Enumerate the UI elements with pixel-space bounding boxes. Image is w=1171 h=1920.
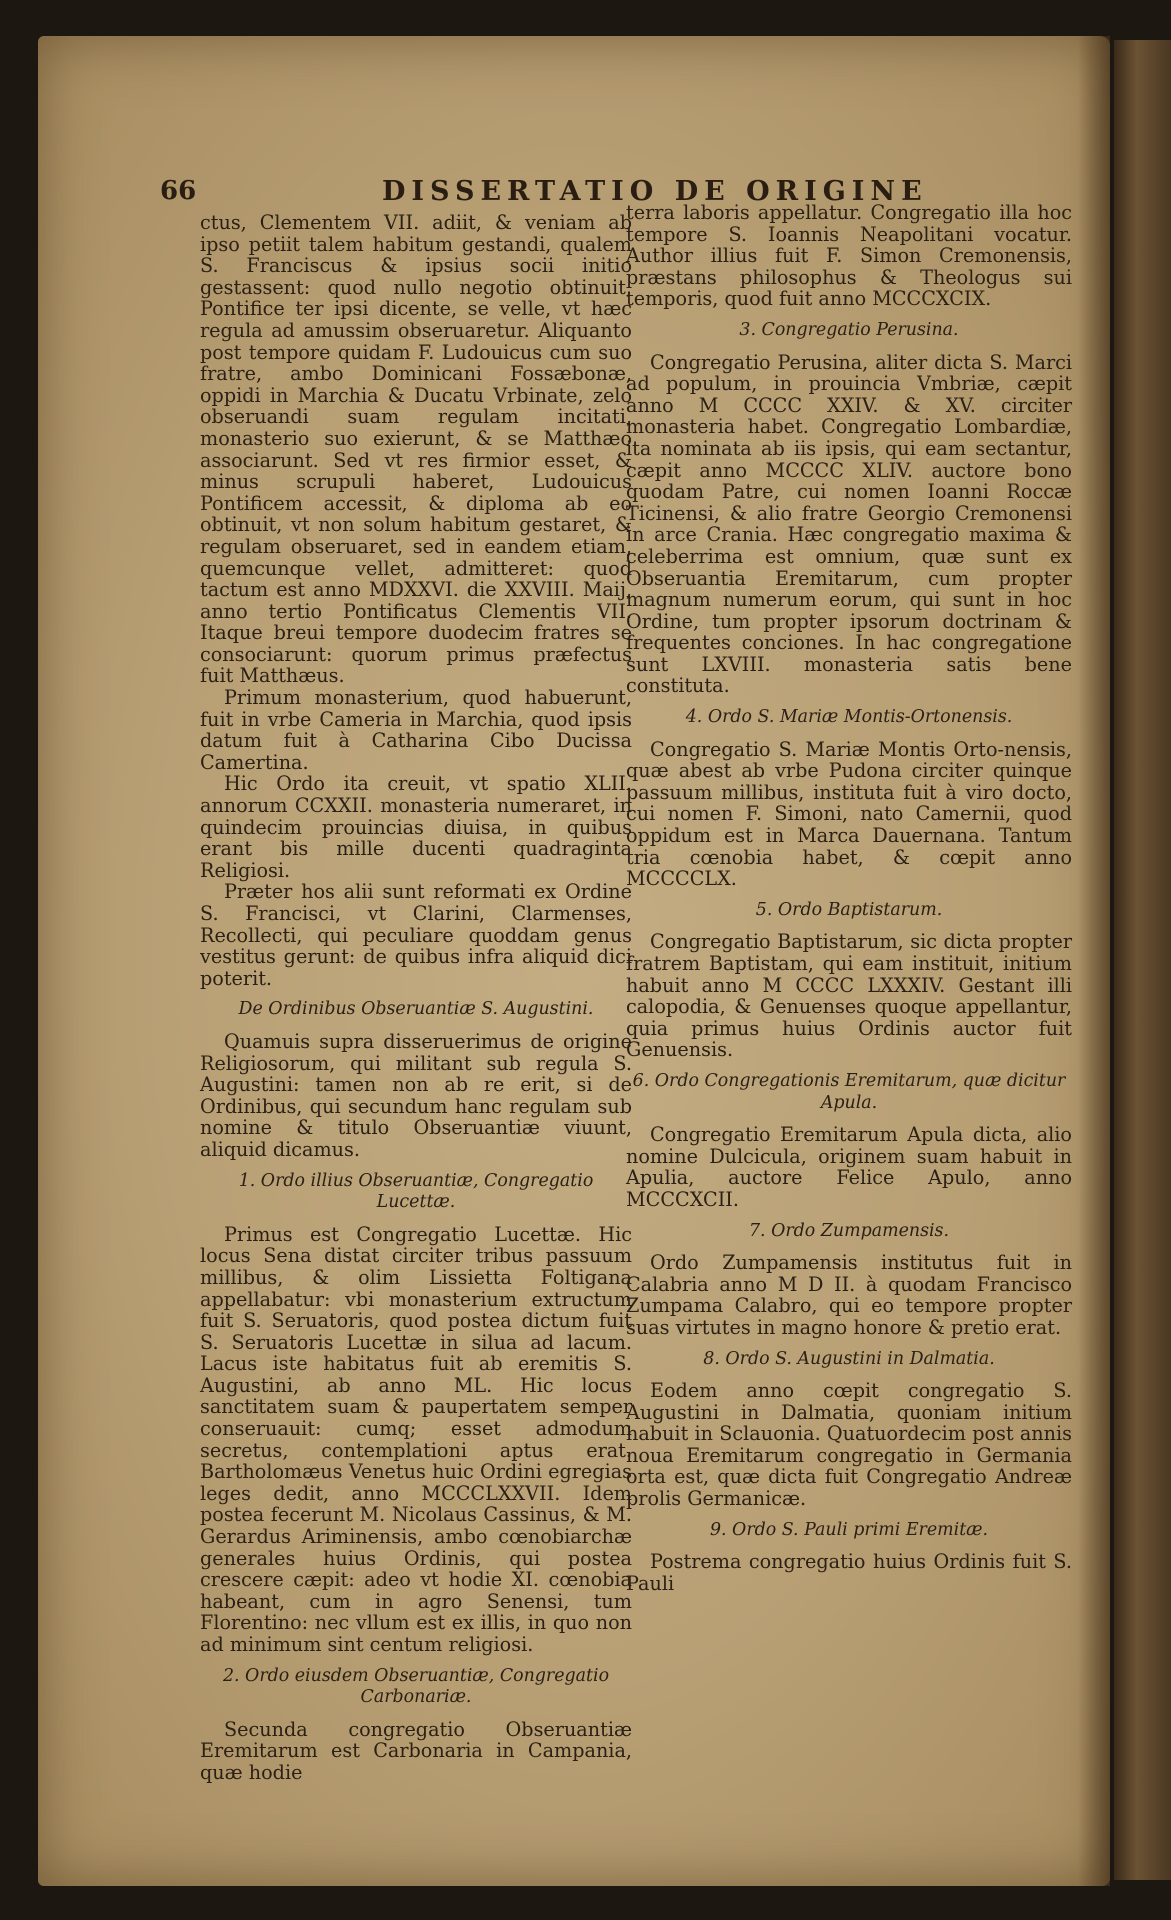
paragraph: terra laboris appellatur. Congregatio illa hoc tempore S. Ioannis Neapolitani vocatur. Author illius fuit F. Simon Cremonensis, præstans philosophus & Theologus sui temporis, quod fuit anno MCCCXCIX. xyxy=(626,201,1072,311)
paragraph: Postrema congregatio huius Ordinis fuit S. Pauli xyxy=(626,1550,1072,1595)
section-heading: 7. Ordo Zumpamensis. xyxy=(748,1220,950,1241)
section-heading: 9. Ordo S. Pauli primi Eremitæ. xyxy=(709,1519,989,1540)
paragraph: Congregatio S. Mariæ Montis Orto-nensis, quæ abest ab vrbe Pudona circiter quinque passuum millibus, instituta fuit à viro docto, cui nomen F. Simoni, nato Camernii, quod oppidum est in Marca Dauernana. Tantum tria cœnobia habet, & cœpit anno MCCCCLX. xyxy=(626,737,1072,891)
paragraph: Congregatio Baptistarum, sic dicta propter fratrem Baptistam, qui eam instituit, initium habuit anno M CCCC LXXXIV. Gestant illi calopodia, & Genuenses quoque appellantur, quia primus huius Ordinis auctor fuit Genuensis. xyxy=(626,930,1072,1062)
section-heading: 5. Ordo Baptistarum. xyxy=(755,899,943,920)
page-gutter xyxy=(1078,36,1110,1886)
page-number: 66 xyxy=(160,176,197,206)
paragraph: Hic Ordo ita creuit, vt spatio XLII. annorum CCXXII. monasteria numeraret, in quindecim prouincias diuisa, in quibus erant bis mille ducenti quadraginta Religiosi. xyxy=(200,772,632,882)
paragraph: Primum monasterium, quod habuerunt, fuit in vrbe Cameria in Marchia, quod ipsis datum fuit à Catharina Cibo Ducissa Camertina. xyxy=(200,686,632,774)
left-column xyxy=(200,212,632,1784)
section-heading: 8. Ordo S. Augustini in Dalmatia. xyxy=(703,1348,995,1369)
section-heading: 6. Ordo Congregationis Eremitarum, quæ dicitur Apula. xyxy=(632,1070,1066,1113)
paragraph: Primus est Congregatio Lucettæ. Hic locus Sena distat circiter tribus passuum millibus, & olim Lissietta Foltigana appellabatur: vbi monasterium extructum fuit S. Seruatoris, quod postea dictum fuit S. Seruatoris Lucettæ in silua ad lacum. Lacus iste habitatus fuit ab eremitis S. Augustini, ab anno ML. Hic locus sanctitatem suam & paupertatem semper conseruauit: cumq; esset admodum secretus, contemplationi aptus erat. Bartholomæus Venetus huic Ordini egregias leges dedit, anno MCCCLXXVII. Idem postea fecerunt M. Nicolaus Cassinus, & M. Gerardus Ariminensis, ambo cœnobiarchæ generales huius Ordinis, qui postea crescere cæpit: adeo vt hodie XI. cœnobia habeant, cum in agro Senensi, tum Florentino: nec vllum est ex illis, in quo non ad minimum sint centum religiosi. xyxy=(200,1222,632,1656)
section-heading: De Ordinibus Obseruantiæ S. Augustini. xyxy=(238,999,594,1020)
paragraph: Quamuis supra disseruerimus de origine Religiosorum, qui militant sub regula S. Augustini: tamen non ab re erit, si de Ordinibus, qui secundum hanc regulam sub nomine & titulo Obseruantiæ viuunt, aliquid dicamus. xyxy=(200,1029,632,1161)
paragraph: Præter hos alii sunt reformati ex Ordine S. Francisci, vt Clarini, Clarmenses, Recollecti, qui peculiare quoddam genus vestitus gerunt: de quibus infra aliquid dici poterit. xyxy=(200,880,632,990)
paragraph: ctus, Clementem VII. adiit, & veniam ab ipso petiit talem habitum gestandi, qualem S. Franciscus & ipsius socii initio gestassent: quod nullo negotio obtinuit, Pontifice ter ipsi dicente, se velle, vt hæc regula ad amussim obseruaretur. Aliquanto post tempore quidam F. Ludouicus cum suo fratre, ambo Dominicani Fossæbonæ, oppidi in Marchia & Ducatu Vrbinate, zelo obseruandi suam regulam incitati, monasterio suo exierunt, & se Matthæo associarunt. Sed vt res firmior esset, & minus scrupuli haberet, Ludouicus Pontificem accessit, & diploma ab eo obtinuit, vt non solum habitum gestaret, & regulam obseruaret, sed in eandem etiam, quemcunque vellet, admitteret: quod tactum est anno MDXXVI. die XXVIII. Maij, anno tertio Pontificatus Clementis VII. Itaque breui tempore duodecim fratres se consociarunt: quorum primus præfectus fuit Matthæus. xyxy=(200,211,632,688)
paragraph: Congregatio Eremitarum Apula dicta, alio nomine Dulcicula, originem suam habuit in Apulia, auctore Felice Apulo, anno MCCCXCII. xyxy=(626,1123,1072,1211)
paragraph: Secunda congregatio Obseruantiæ Eremitarum est Carbonaria in Campania, quæ hodie xyxy=(200,1717,632,1784)
section-heading: 3. Congregatio Perusina. xyxy=(739,319,959,340)
right-column xyxy=(626,202,1072,1594)
section-heading: 1. Ordo illius Obseruantiæ, Congregatio Lucettæ. xyxy=(238,1170,594,1213)
section-heading: 4. Ordo S. Mariæ Montis-Ortonensis. xyxy=(685,707,1013,728)
paragraph: Ordo Zumpamensis institutus fuit in Calabria anno M D II. à quodam Francisco Zumpama Calabro, qui eo tempore propter suas virtutes in magno honore & pretio erat. xyxy=(626,1251,1072,1339)
facing-page-edge xyxy=(1114,40,1171,1880)
paragraph: Congregatio Perusina, aliter dicta S. Marci ad populum, in prouincia Vmbriæ, cæpit anno M CCCC XXIV. & XV. circiter monasteria habet. Congregatio Lombardiæ, ita nominata ab iis ipsis, qui eam sectantur, cæpit anno MCCCC XLIV. auctore bono quodam Patre, cui nomen Ioanni Roccæ Ticinensi, & alio fratre Georgio Cremonensi in arce Crania. Hæc congregatio maxima & celeberrima est omnium, quæ sunt ex Obseruantia Eremitarum, cum propter magnum numerum eorum, qui sunt in hoc Ordine, tum propter ipsorum doctrinam & frequentes conciones. In hac congregatione sunt LXVIII. monasteria satis bene constituta. xyxy=(626,350,1072,698)
paragraph: Eodem anno cœpit congregatio S. Augustini in Dalmatia, quoniam initium habuit in Sclauonia. Quatuordecim post annis noua Eremitarum congregatio in Germania orta est, quæ dicta fuit Congregatio Andreæ prolis Germanicæ. xyxy=(626,1379,1072,1511)
running-title: DISSERTATIO DE ORIGINE xyxy=(382,176,928,207)
section-heading: 2. Ordo eiusdem Obseruantiæ, Congregatio Carbonariæ. xyxy=(222,1665,610,1708)
